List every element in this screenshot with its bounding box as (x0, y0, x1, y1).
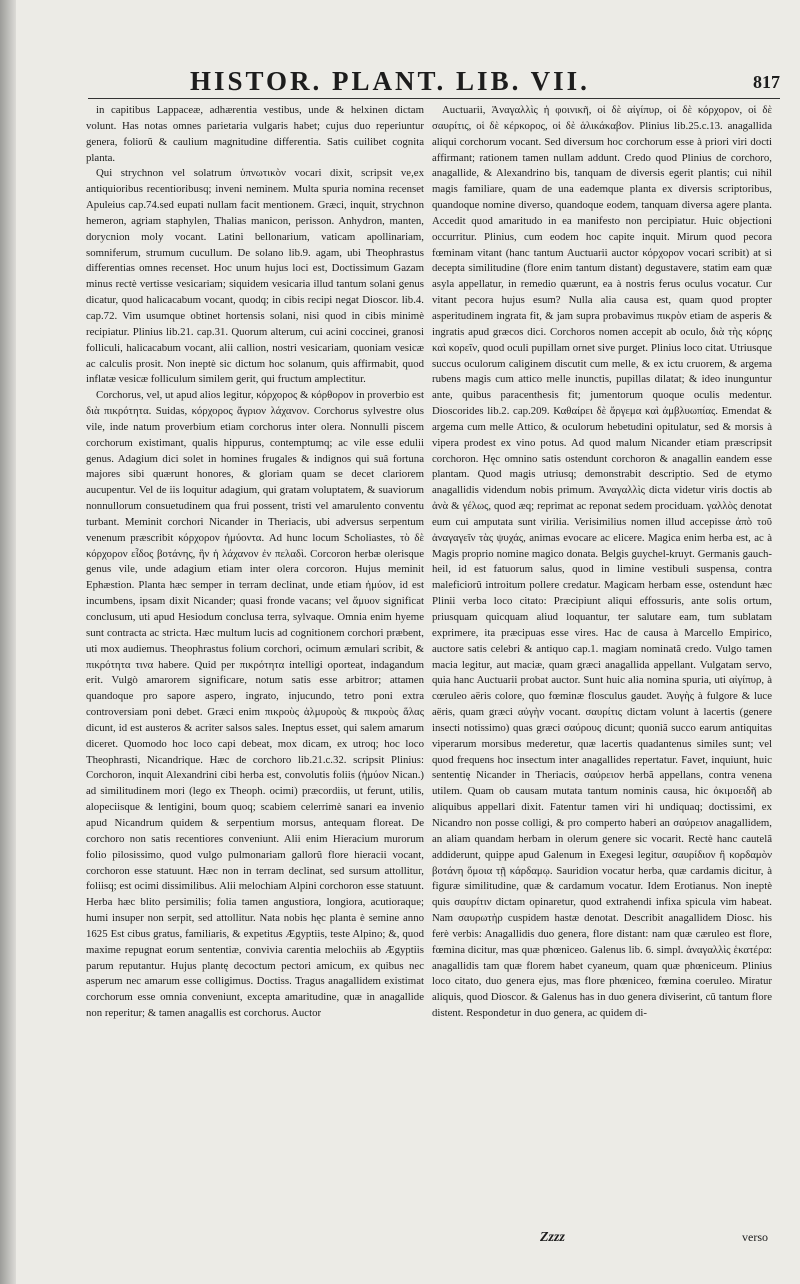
signature-mark: Zzzz (540, 1230, 565, 1245)
page-header (40, 60, 780, 100)
running-title: HISTOR. PLANT. LIB. VII. (190, 66, 590, 96)
paragraph-strychnon: Qui strychnon vel solatrum ὑπνωτικὸν vocari dixit, scripsit ve,ex antiquioribus recentioribusq; inveni neminem. Multa spuria nomina recenset Apuleius cap.74.sed eupati nullam facit mentionem. Græci, inquit, strychnon hemeron, agriam staphylen, Thalias manicon, perisson. Anhydron, manten, dorycnion moly vocant. Latini bellonarium, vaticam apollinariam, somniferum, strumum cucullum. De solano lib.9. agam, ubi Theophrastus differentias omnes recenset. Hoc unum hujus loci est, Doctissimum Gazam minus rectè vertisse vesicariam; siquidem vesicaria illud tantum solani genus dicatur, quod halicacabum vocant, quodq; in cibis recipi negat Dioscor. lib.4. cap.72. Vim usumque obtinet hortensis solani, nisi quod in cibis minimè recipiatur. Plinius lib.21. cap.31. Quorum alterum, cui acini coccinei, granosi folliculi, halicacabum vocant, alii callion, nostri vesicariam, quoniam vesicæ ac calculis prosit. Non ineptè sic dictum hoc solanum, quis affirmabit, quod inflatæ vesicæ folliculum similem gerit, qui fructum amplectitur. (86, 167, 424, 386)
left-column (86, 103, 424, 1211)
paragraph-anagallis: Auctuarii, Ἀναγαλλὶς ἡ φοινικῆ, οἱ δὲ αἰγίπυρ, οἱ δὲ κόρχορον, οἱ δὲ σαυρίτις, οἱ δὲ κέρκορος, οἱ δὲ ἁλικάκαβον. Plinius lib.25.c.13. anagallida aliqui corchorum vocant. Sed diversum hoc corchorum esse à priori viri docti affirmant; rationem tamen nullam addunt. Credo quod Plinius de corchoro, anagallide, & Alexandrino bis, tanquam de diversis egerit plantis; cui nihil magis familiare, quam de una eademque planta ex diversis scriptoribus, quandoque nomine diverso, quandoque eodem, tanquam diversa agere planta. Accedit quod amaritudo in ea manifesto non percipiatur. Huic objectioni occurritur. Plinius, cum eodem hoc capite inquit. Mirum quod pecora fœminam vitant (hanc tantum Auctuarii auctor κόρχορον vocari scribit) at si decepta similitudine (flore enim tantum distant) degustavere, statim eam quæ asyla appellatur, in remedio quærunt, ea à nostris ferus oculus vocatur. Cur vitant pecora hujus esum? Nulla alia causa est, quam quod propter asperitudinem ingrata fit, & jam supra probavimus πικρὸν etiam de asperis & ingratis apud græcos dici. Corchoros nomen accepit ab oculo, διὰ τὴς κόρης καὶ κορεῖν, quod oculi pupillam ornet sive purget. Plinius loco citat. Utriusque succus oculorum caliginem discutit cum melle, & ex ictu cruorem, & argema rubens magis cum attico melle inunctis, pupillas dilatat; & ideo inunguntur ante, quibus paracenthesis fit; jumentorum quoque oculis medentur. Dioscorides lib.2. cap.209. Καθαίρει δὲ ἄργεμα καὶ ἀμβλυωπίας. Emendat & argema cum melle Attico, & oculorum hebetudini opitulatur, sed & morsis à vipera prodest ex vino potus. Ad quod malum Nicander etiam præscripsit corchoron. Hęc omnino satis ostendunt corchoron & anagallin eandem esse plantam. Quod magis utriusq; demonstrabit descriptio. Sed de etymo anagallidis videndum nobis primum. Ἀναγαλλὶς dicta videtur viris doctis ab ἀνὰ & γέλως, quod æq; reprimat ac reponat sedem prociduam. γαλλὸς denotat eum cui amputata sunt virilia. Verisimilius nomen illud accepisse ἀπὸ τοῦ ἀναγαγεῖν τὰς ψυχάς, animas evocare ac elicere. Magica enim herba est, ac à Magis proprio nomine magico donata. Belgis guychel-kruyt. Germanis gauch-heil, id est fatuorum salus, quod in limine vestibuli suspensa, contra maleficiorũ introitum pollere credatur. Magicam herbam esse, ostendunt hæc Plinii verba loco citato: Præcipiunt aliqui effossuris, ante solis ortum, priusquam quicquam aliud loquantur, ter salutare eam, tum sublatam exprimere, ita præcipuas esse vires. Hac de causa à Marcello Empirico, auctore satis celebri & antiquo cap.1. magiam nominatã credo. Vulgo tamen macia legitur, aut maciæ, quam græci anagallida appellant. Vulgatam servo, quia hanc Auctuarii probat auctor. Sunt huic alia nomina spuria, uti αἰγίπυρ, à cœruleo aëris colore, quo fœminæ flosculus gaudet. Ἀυγὴς à fulgore & luce aëris, quam græci αὐγὴν vocant. σαυρίτις dictam volunt à lacertis (genere insecti notissimo) quas græci σαύρους dicunt; quoniã succo earum antiquitas viperarum morsibus mederetur, quæ lacertis quadantenus similes sunt; vel quod frequens hoc insectum inter anagallides repertatur. Favet, inquiunt, huic sententię Nicander in Theriacis, σαύρειον herbã appellans, contra venena utilem. Quam ob causam mutata tantum nominis causa, hic ὀκιμοειδῆ ab aliquibus appellari dixit. Fatentur tamen viri hi undiquaq; doctissimi, ex Nicandro non posse colligi, & pro comperto haberi an σαύρειον anagallidem, an aliam quandam herbam in olerum genere sic vocarit. Rectè hanc cautelã addiderunt, quippe apud Galenum in Exegesi legitur, σαυρίδιον ἢ κορδαμὸν βοτάνη ὅμοια τῇ κάρδαμῳ. Sauridion vocatur herba, quæ cardamis dicitur, à figuræ similitudine, quæ & cardamum vocatur. Idem Erotianus. Non ineptè quis σαυρίτιν dictam opinaretur, quod extrahendi infixa spicula vim habeat. Nam σαυρωτὴρ cuspidem hastæ denotat. Describit anagallidem Diosc. his ferè verbis: Anagallidis duo genera, flore distant: nam quæ cæruleo est flore, fœmina dicitur, mas quæ phœniceo. Galenus lib. 6. simpl. ἀναγαλλὶς ἑκατέρα: anagallidis tam quæ florem habet cyaneum, quam quæ phœniceum. Plinius loco citato, duo genera ejus, mas flore phœniceo, fœmina coeruleo. Miratur aliquis, quod Dioscor. & Galenus has in duo genera diviserint, cũ tantum flore distent. Respondetur in duo genera, ac quidem di- (432, 104, 772, 1020)
paragraph-lappa: in capitibus Lappaceæ, adhærentia vestibus, unde & helxinen dictam volunt. Has notas omnes parietaria vulgaris habet; cujus duo reperiuntur genera, foliorũ & caulium magnitudine differentia. Satis cuilibet cognita planta. (86, 104, 424, 164)
page-gutter-shadow (0, 0, 16, 1284)
page-number: 817 (753, 72, 780, 92)
page-footer (40, 1226, 780, 1266)
right-column (432, 103, 772, 1221)
catchword: verso (742, 1230, 768, 1244)
paragraph-corchorus: Corchorus, vel, ut apud alios legitur, κόρχορος & κόρθορον in proverbio est διὰ πικρότητα. Suidas, κόρχορος ἄγριον λάχανον. Corchorus sylvestre olus vile, inde natum proverbium etiam corchorus inter olera. Nonnulli piscem corchorum existimant, qualis hippurus, contemptumq; ac vile esse edulii genus. Adagium dici solet in homines frugales & indignos qui suâ fortuna majores sibi quærunt honores, & gloriam quam se decet clariorem aucupentur. Vel de iis loquitur adagium, qui gratam voluptatem, & suaviorum nonnullorum consuetudinem qua frui possent, tristi vel amarulento conventu turbant. Meminit corchori Nicander in Theriacis, ubi adversus serpentum venenum præscribit κόρχορον ἠμύοντα. Ad hunc locum Scholiastes, τὸ δὲ κόρχορον εἶδος βοτάνης, ἣν ἡ λάχανον ἐν πελαδὶ. Corcoron herbæ olerisque genus vile, unde adagium etiam inter olera corcoron. Hujus meminit Ephæstion. Planta hæc semper in terram declinat, unde etiam ἠμύον, id est incumbens, ipsam dixit Nicander; quasi fronde vacans; vel ἄμυον significat conclusum, uti apud Hesiodum conclusa terra, sylvaque. Omnia enim hyeme sunt contracta ac stricta. Hæc multum lucis ad cognitionem corchori præbent, uti mox audiemus. Theophrastus folium corchori, ocimum æmulari scribit, & πικρότητα τινα habere. Quid per πικρότητα intelligi oporteat, indagandum erit. Vulgò amarorem significare, notum satis esse arbitror; attamen quandoque pro sapore aspero, ingrato, injucundo, tetro poni extra controversiam poni debet. Græci enim πικροὺς ἁλμυροὺς & πικροὺς ἅλας dicunt, id est austeros & acriter salsos sales. Ineptus esset, qui salem amarum diceret. Quomodo hoc loco capi debeat, mox dicam, ex utroq; hoc loco Theophrasti, Nicandrique. Hæc de corchoro lib.21.c.32. scripsit Plinius: Corchoron, inquit Alexandrini cibi herba est, convolutis foliis (ἠμύον Nican.) ad similitudinem mori (lego ex Theoph. ocimi) præcordiis, ut ferunt, utilis, alopeciisque & lentigini, boum quoq; scabiem celerrimè sanari ea invenio apud Nicandrum quidem & serpentium morsus, antequam floreat. De corchoro non satis recentiores conveniunt. Alii enim Hieracium murorum folio pilosissimo, quod vulgo pulmonariam gallorũ flore hieracii vocant, corchoron esse statuunt. Hæc non in terram declinat, sed sursum attollitur, foliisq; est ocimi dissimilibus. Alii melochiam Alpini corchoron esse statuunt. Herba hæc blito persimilis; folia tamen angustiora, longiora, acutioraque; humi insuper non serpit, sed attollitur. Nata nobis hęc planta è semine anno 1625 Est cibus gratus, familiaris, & expetitus Ægyptiis, teste Alpino; &, quod maxime repugnat eorum sententiæ, convivia carentia melochiis ab Ægyptiis parum reputantur. Hujus plantę decoctum pectori amicum, ex quibus nec asperum nec amarum esse colligimus. Doctiss. Tragus anagallidem existimat corchorum esse omnia conveniunt, excepta amaritudine, quæ in anagallide non reperitur; & tamen anagallis est corchorus. Auctor (86, 389, 424, 1020)
header-rule (88, 98, 780, 99)
